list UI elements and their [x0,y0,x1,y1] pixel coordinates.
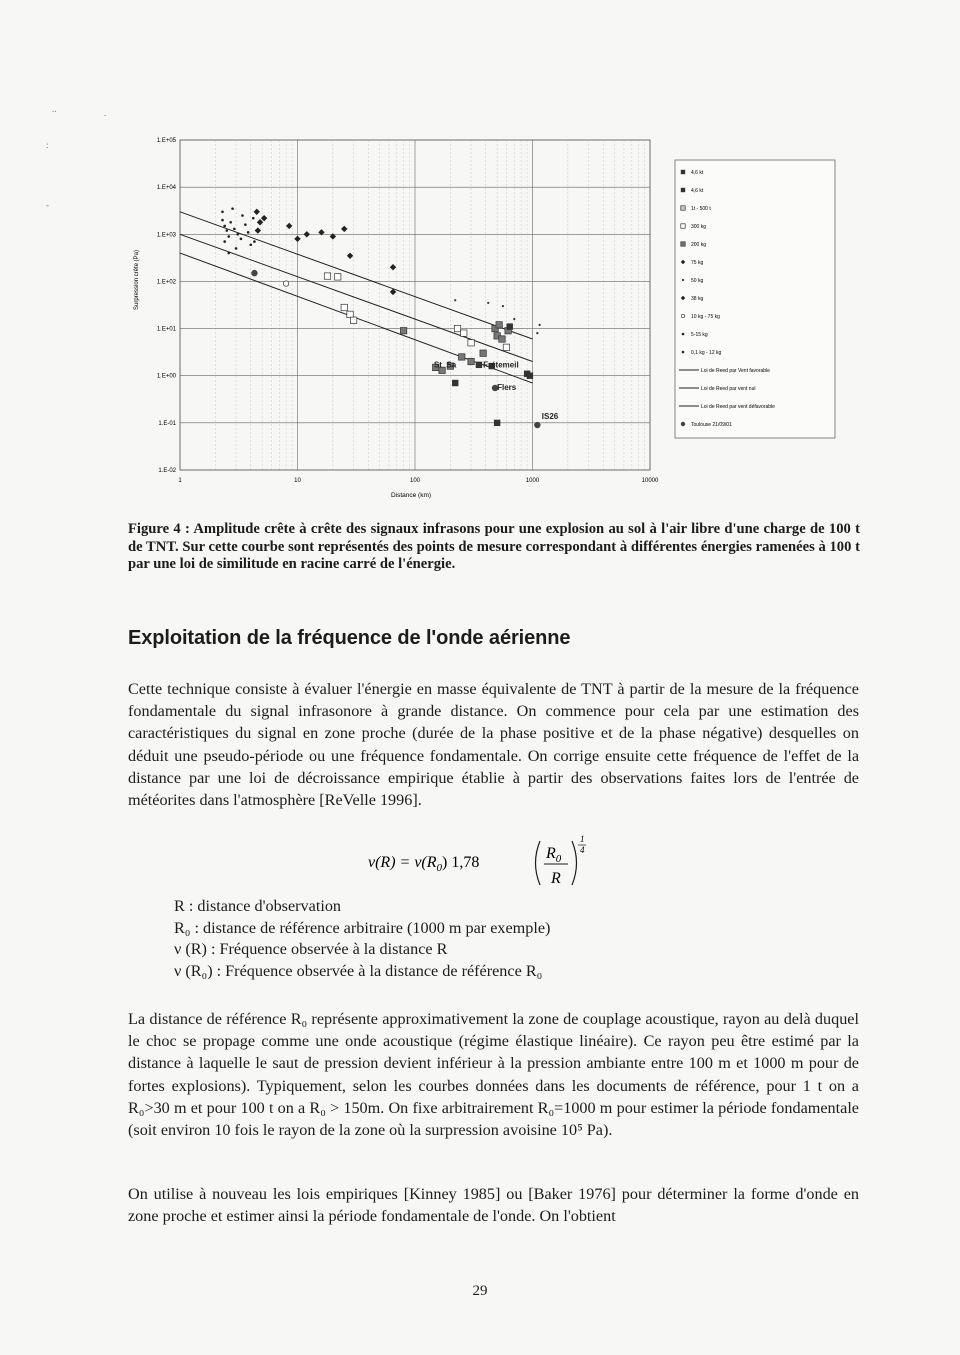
chart-legend [675,160,835,438]
data-point [294,236,300,242]
data-point [255,227,261,233]
data-point [335,274,341,280]
data-point [341,304,347,310]
definition-item: R₀ : distance de référence arbitraire (1000 m par exemple) [174,918,551,937]
y-tick-label: 1.E+02 [156,279,176,286]
y-tick-label: 1.E+05 [156,138,176,144]
frequency-formula [368,833,618,893]
data-point [240,238,243,241]
reed-law-line [180,234,533,361]
data-point [539,324,541,326]
data-point [534,422,540,428]
section-title: Exploitation de la fréquence de l'onde aérienne [128,627,571,649]
x-tick-label: 100 [409,478,421,484]
infrasound-amplitude-chart [130,130,850,505]
data-point [400,328,406,334]
chart-ticks [157,138,659,484]
point-annotation: IS26 [541,412,559,422]
data-point [513,318,515,320]
x-tick-label: 1000 [525,478,540,484]
data-point [221,210,224,213]
legend-label: 4,6 kt [691,188,704,194]
y-tick-label: 1.E+01 [156,326,176,333]
legend-label: Loi de Reed par Vent favorable [701,368,770,374]
data-point [468,340,474,346]
data-point [261,215,267,221]
data-point [350,317,356,323]
data-point [324,273,330,279]
formula-sub0: 0 [436,862,443,874]
data-point [499,336,505,342]
legend-label: 10 kg - 75 kg [691,314,720,320]
page-number: 29 [472,1283,488,1299]
point-annotation: Sa [446,360,457,370]
data-point [681,224,685,228]
data-point [454,299,456,301]
margin-mark: : [46,140,49,150]
data-point [223,225,226,228]
data-point [233,228,236,231]
data-point [468,358,474,364]
data-point [227,252,230,255]
data-point [251,270,257,276]
data-point [347,253,353,259]
data-point [225,229,228,232]
definitions-list [174,896,550,982]
data-point [253,240,256,243]
formula-num: R [546,845,556,862]
y-tick-label: 1.E+04 [156,185,176,192]
data-point [241,214,244,217]
legend-label: 38 kg [691,296,704,302]
data-point [480,350,486,356]
data-point [247,231,250,234]
data-point [341,226,347,232]
data-point [249,243,252,246]
data-point [459,354,465,360]
margin-mark: ‐ [46,200,49,210]
data-point [252,217,255,220]
formula-mid: ) 1,78 [442,854,480,871]
figure-caption [128,521,860,574]
x-tick-label: 1 [178,478,182,484]
svg-text:R0 [545,845,562,865]
data-point [476,362,482,368]
data-point [347,311,353,317]
caption-text: Amplitude crête à crête des signaux infrasons pour une explosion au sol à l'air libre d'une charge de 100 t de TNT. Sur cette courbe sont représentés des points de mesure correspondant à différentes énergies ramenées à 100 t par une loi de similitude en racine carré de l'énergie. [128,521,860,572]
y-tick-label: 1.E-02 [158,468,176,474]
legend-label: Loi de Reed par vent défavorable [701,404,775,410]
data-point [454,325,460,331]
data-point [235,247,238,250]
data-point [231,207,234,210]
data-point [503,344,509,350]
data-point [494,420,500,426]
chart-grid [180,140,650,470]
data-point [236,233,239,236]
data-point [507,323,513,329]
data-point [681,242,685,246]
margin-mark: .. [52,104,57,114]
data-point [487,302,489,304]
data-point [461,330,467,336]
margin-mark: . [104,108,107,118]
data-point [227,235,230,238]
caption-label: Figure 4 : [128,521,190,537]
definition-item: ν (R₀) : Fréquence observée à la distance de référence R₀ [174,961,543,980]
paragraph-1: Cette technique consiste à évaluer l'énergie en masse équivalente de TNT à partir de la mesure de la fréquence fondamentale du signal infrasonore à grande distance. On commence pour cela par une estimation des caractéristiques du signal en zone proche (durée de la phase positive et de la phase négative) desquelles on déduit une pseudo-période ou une fréquence fondamentale. On corrige ensuite cette fréquence de l'effet de la distance par une loi de décroissance empirique établie à partir des observations faites lors de l'entrée de météorites dans l'atmosphère [ReVelle 1996]. [128,680,859,810]
data-point [286,223,292,229]
data-point [682,279,684,281]
legend-label: 200 kg [691,242,707,248]
paragraph-2: La distance de référence R₀ représente approximativement la zone de couplage acoustique, rayon au delà duquel le choc se propage comme une onde acoustique (régime élastique linéaire). Ce rayon peu être estimé par la distance à laquelle le saut de pression devient inférieur à la pression ambiante entre 100 m et 1000 m pour de fortes explosions). Typiquement, selon les courbes données dans les documents de référence, pour 1 t on a R₀>30 m et pour 100 t on a R₀ > 150m. On fixe arbitrairement R₀=1000 m pour estimer la période fondamentale (soit environ 10 fois le rayon de la zone où la surpression avoisine 10⁵ Pa). [128,1010,859,1140]
data-point [283,281,288,286]
definition-item: ν (R) : Fréquence observée à la distance R [174,940,448,958]
data-point [502,305,504,307]
legend-label: 0,1 kg - 12 kg [691,350,722,356]
legend-label: 75 kg [691,260,704,266]
data-point [681,422,685,426]
legend-label: 5-15 kg [691,332,708,338]
formula-den: R [551,870,561,887]
formula-exp-den: 4 [580,845,585,855]
formula-lhs: ν(R) = ν(R [368,854,437,871]
data-point [304,231,310,237]
x-tick-label: 10000 [641,478,659,484]
point-annotation: St [433,360,442,370]
point-annotation: Flers [497,382,517,392]
y-tick-label: 1.E-01 [158,420,176,427]
chart-points [221,207,541,428]
data-point [536,332,538,334]
formula-num-sub: 0 [555,853,562,865]
legend-label: Loi de Reed par vent nul [701,386,756,392]
data-point [452,380,458,386]
data-point [681,206,685,210]
legend-label: 1t - 500 t [691,206,711,212]
data-point [682,351,685,354]
data-point [244,223,247,226]
definition-item: R : distance d'observation [174,897,342,915]
data-point [681,188,685,192]
data-point [681,314,684,317]
svg-text:ν(R) = ν(R0) 1,78 [368,854,479,874]
y-tick-label: 1.E+03 [156,232,176,239]
data-point [527,373,533,379]
data-point [223,240,226,243]
legend-label: Toulouse 21/09/01 [691,422,732,428]
x-axis-label: Distance (km) [390,492,432,499]
data-point [390,264,396,270]
data-point [681,170,685,174]
point-annotation: Frétemeil [483,360,519,370]
y-tick-label: 1.E+00 [156,373,176,380]
data-point [229,221,232,224]
legend-label: 50 kg [691,278,704,284]
data-point [221,219,224,222]
x-tick-label: 10 [294,478,301,484]
data-point [496,322,502,328]
data-point [254,209,260,215]
data-point [682,333,685,336]
paragraph-3: On utilise à nouveau les lois empiriques [Kinney 1985] ou [Baker 1976] pour déterminer la forme d'onde en zone proche et estimer ainsi la période fondamentale de l'onde. On l'obtient [128,1185,859,1226]
formula-graphic [368,833,618,893]
legend-label: 300 kg [691,224,707,230]
y-axis-label: Surpression crête (Pa) [134,249,140,311]
chart-trend-lines [180,212,533,383]
legend-label: 4,6 kt [691,170,704,176]
formula-exp-num: 1 [580,834,585,844]
